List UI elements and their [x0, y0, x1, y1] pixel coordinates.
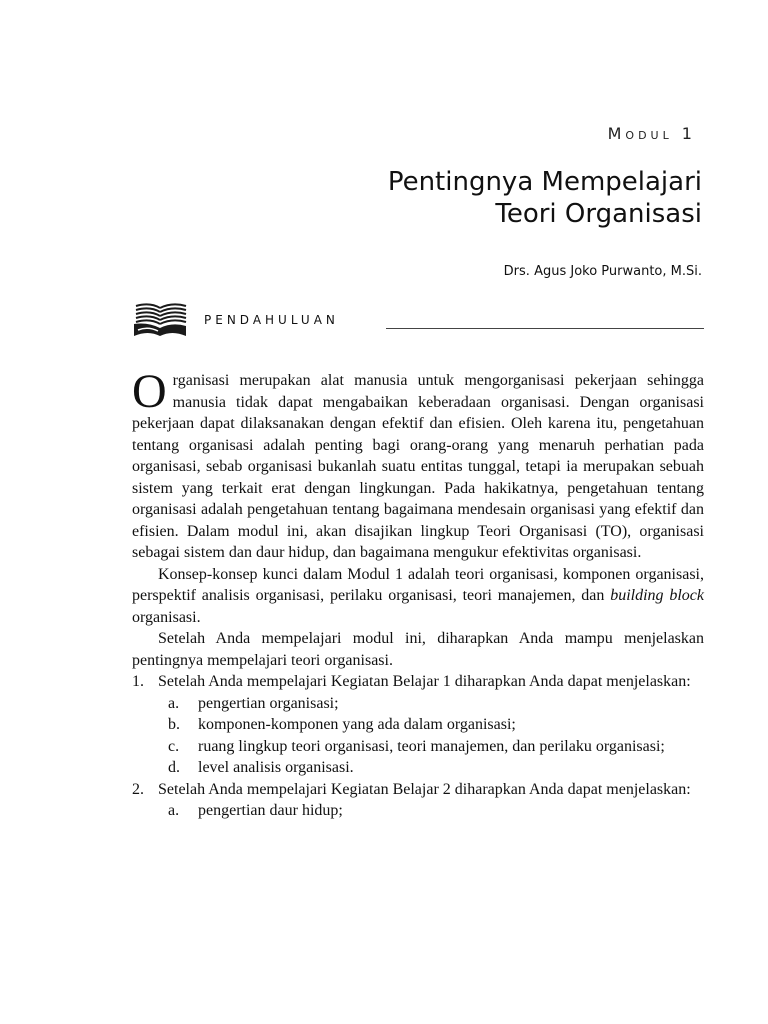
sub-list-text: level analisis organisasi. — [198, 759, 354, 776]
sub-list-item — [132, 693, 704, 715]
key-concepts-text-2: organisasi. — [132, 608, 201, 626]
sub-list-letter: b. — [168, 716, 180, 733]
paragraph-intro — [132, 365, 704, 564]
list-item-text: Setelah Anda mempelajari Kegiatan Belajar 1 diharapkan Anda dapat menjelaskan: — [158, 673, 691, 690]
sub-list-item — [132, 800, 704, 822]
sub-list-item — [132, 714, 704, 736]
sub-list-letter: d. — [168, 759, 180, 776]
sub-list-text: pengertian organisasi; — [198, 694, 339, 712]
sub-list-letter: a. — [168, 694, 180, 712]
sub-list-text: ruang lingkup teori organisasi, teori manajemen, dan perilaku organisasi; — [198, 737, 665, 755]
title-line-1: Pentingnya Mempelajari — [387, 167, 702, 197]
list-item — [132, 779, 704, 822]
module-label: Modul 1 — [607, 124, 696, 143]
key-concepts-text-1: Konsep-konsep kunci dalam Modul 1 adalah teori organisasi, komponen organisasi, perspektif analisis organisasi, perilaku organisasi, teori manajemen, dan — [132, 565, 704, 604]
sub-list-item — [132, 736, 704, 758]
objectives-list — [132, 671, 704, 822]
section-header — [132, 300, 704, 340]
open-book-icon — [132, 300, 188, 340]
list-item — [132, 671, 704, 779]
sub-list-letter: a. — [168, 802, 180, 819]
sub-list-item — [132, 757, 704, 779]
sub-list-letter: c. — [168, 737, 180, 755]
list-number: 2. — [132, 780, 144, 798]
section-title: PENDAHULUAN — [204, 313, 339, 327]
key-concepts-italic: building block — [610, 587, 704, 604]
list-number: 1. — [132, 673, 144, 690]
author-name: Drs. Agus Joko Purwanto, M.Si. — [503, 264, 702, 279]
sub-list-text: pengertian daur hidup; — [198, 802, 343, 819]
paragraph-objectives: Setelah Anda mempelajari modul ini, diharapkan Anda mampu menjelaskan pentingnya mempelajari teori organisasi. — [132, 630, 704, 669]
list-item-text: Setelah Anda mempelajari Kegiatan Belajar 2 diharapkan Anda dapat menjelaskan: — [158, 780, 691, 798]
body-content — [132, 365, 704, 822]
sub-list-text: komponen-komponen yang ada dalam organisasi; — [198, 716, 516, 733]
page-title — [282, 166, 702, 230]
title-line-2: Teori Organisasi — [495, 199, 702, 229]
paragraph-intro-text: rganisasi merupakan alat manusia untuk mengorganisasi pekerjaan sehingga manusia tidak dapat mengabaikan keberadaan organisasi. Dengan organisasi pekerjaan dapat dilaksanakan dengan efektif dan efisien. Oleh karena itu, pengetahuan tentang organisasi adalah penting bagi orang-orang yang menaruh perhatian pada organisasi, sebab organisasi bukanlah suatu entitas tunggal, tetapi ia merupakan sebuah sistem yang terkait erat dengan lingkungan. Pada hakikatnya, pengetahuan tentang organisasi adalah pengetahuan tentang bagaimana mendesain organisasi yang efektif dan efisien. Dalam modul ini, akan disajikan lingkup Teori Organisasi (TO), organisasi sebagai sistem dan daur hidup, dan bagaimana mengukur efektivitas organisasi. — [132, 372, 704, 561]
section-divider — [386, 328, 704, 329]
drop-cap: O — [132, 365, 167, 418]
paragraph-key-concepts — [132, 564, 704, 629]
